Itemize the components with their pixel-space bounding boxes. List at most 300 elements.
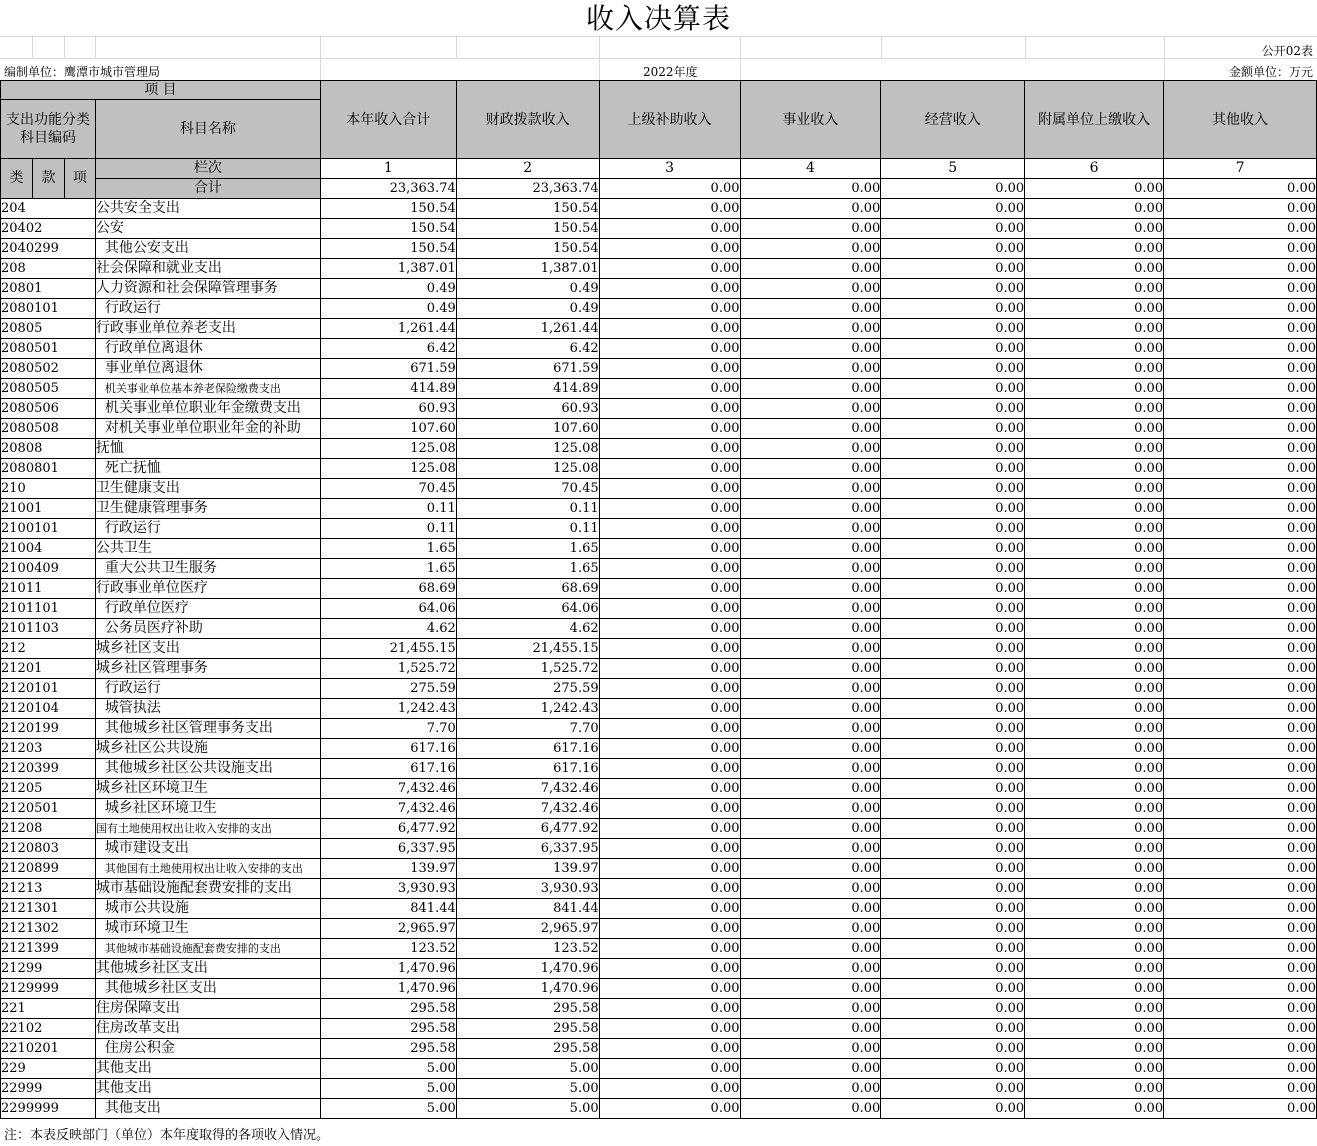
table-row (1, 239, 1317, 259)
table-row (1, 519, 1317, 539)
amount-zero: 0.00 (599, 859, 740, 879)
amount-total: 7,432.46 (320, 799, 456, 819)
amount-zero: 0.00 (1164, 1099, 1317, 1119)
amount-zero: 0.00 (1164, 499, 1317, 519)
table-row (1, 419, 1317, 439)
total-value: 0.00 (1164, 179, 1317, 199)
amount-zero: 0.00 (740, 319, 881, 339)
subject-code: 20801 (1, 279, 96, 299)
amount-zero: 0.00 (599, 519, 740, 539)
amount-zero: 0.00 (599, 779, 740, 799)
amount-zero: 0.00 (599, 359, 740, 379)
amount-fiscal: 150.54 (456, 199, 599, 219)
subject-code: 21201 (1, 659, 96, 679)
amount-zero: 0.00 (740, 639, 881, 659)
subject-name: 人力资源和社会保障管理事务 (95, 279, 320, 299)
table-row (1, 439, 1317, 459)
amount-total: 1,261.44 (320, 319, 456, 339)
subject-name: 重大公共卫生服务 (95, 559, 320, 579)
subject-name: 机关事业单位基本养老保险缴费支出 (95, 379, 320, 399)
amount-zero: 0.00 (1025, 999, 1164, 1019)
amount-fiscal: 150.54 (456, 219, 599, 239)
amount-zero: 0.00 (881, 239, 1025, 259)
subject-code: 2120399 (1, 759, 96, 779)
table-row (1, 219, 1317, 239)
amount-zero: 0.00 (881, 1059, 1025, 1079)
subject-code: 208 (1, 259, 96, 279)
amount-total: 123.52 (320, 939, 456, 959)
amount-total: 4.62 (320, 619, 456, 639)
amount-zero: 0.00 (1164, 999, 1317, 1019)
amount-zero: 0.00 (881, 859, 1025, 879)
subject-code: 2120199 (1, 719, 96, 739)
table-row (1, 739, 1317, 759)
amount-zero: 0.00 (740, 439, 881, 459)
amount-zero: 0.00 (740, 499, 881, 519)
amount-zero: 0.00 (1164, 959, 1317, 979)
subject-name: 卫生健康管理事务 (95, 499, 320, 519)
amount-zero: 0.00 (740, 719, 881, 739)
amount-fiscal: 4.62 (456, 619, 599, 639)
amount-zero: 0.00 (740, 359, 881, 379)
amount-total: 70.45 (320, 479, 456, 499)
amount-zero: 0.00 (1025, 719, 1164, 739)
amount-zero: 0.00 (1025, 199, 1164, 219)
amount-total: 295.58 (320, 1019, 456, 1039)
subject-name: 城乡社区管理事务 (95, 659, 320, 679)
amount-total: 0.49 (320, 299, 456, 319)
table-row (1, 379, 1317, 399)
col-number-4: 4 (740, 159, 881, 179)
amount-zero: 0.00 (1025, 599, 1164, 619)
subject-name: 死亡抚恤 (95, 459, 320, 479)
amount-fiscal: 0.49 (456, 299, 599, 319)
income-table (0, 80, 1317, 1119)
amount-fiscal: 275.59 (456, 679, 599, 699)
amount-fiscal: 414.89 (456, 379, 599, 399)
subject-name: 其他城乡社区支出 (95, 959, 320, 979)
amount-zero: 0.00 (881, 419, 1025, 439)
amount-zero: 0.00 (1025, 819, 1164, 839)
header-kuan: 款 (32, 159, 64, 199)
amount-zero: 0.00 (599, 999, 740, 1019)
amount-zero: 0.00 (740, 539, 881, 559)
amount-zero: 0.00 (740, 799, 881, 819)
subject-code: 212 (1, 639, 96, 659)
subject-code: 21205 (1, 779, 96, 799)
amount-fiscal: 1,470.96 (456, 959, 599, 979)
amount-zero: 0.00 (1025, 499, 1164, 519)
amount-zero: 0.00 (1164, 739, 1317, 759)
subject-name: 行政运行 (95, 679, 320, 699)
amount-zero: 0.00 (881, 1019, 1025, 1039)
amount-zero: 0.00 (1025, 1039, 1164, 1059)
amount-zero: 0.00 (1025, 539, 1164, 559)
subject-code: 21203 (1, 739, 96, 759)
amount-zero: 0.00 (599, 1019, 740, 1039)
subject-code: 21213 (1, 879, 96, 899)
amount-fiscal: 123.52 (456, 939, 599, 959)
amount-fiscal: 841.44 (456, 899, 599, 919)
subject-code: 2120899 (1, 859, 96, 879)
amount-zero: 0.00 (881, 799, 1025, 819)
amount-zero: 0.00 (740, 219, 881, 239)
amount-zero: 0.00 (881, 839, 1025, 859)
amount-zero: 0.00 (1164, 779, 1317, 799)
amount-zero: 0.00 (881, 679, 1025, 699)
amount-zero: 0.00 (881, 979, 1025, 999)
table-row (1, 719, 1317, 739)
amount-fiscal: 2,965.97 (456, 919, 599, 939)
subject-code: 2100101 (1, 519, 96, 539)
total-value: 0.00 (740, 179, 881, 199)
amount-zero: 0.00 (1164, 879, 1317, 899)
subject-name: 抚恤 (95, 439, 320, 459)
amount-zero: 0.00 (740, 759, 881, 779)
amount-total: 617.16 (320, 739, 456, 759)
amount-zero: 0.00 (1164, 599, 1317, 619)
amount-zero: 0.00 (599, 1099, 740, 1119)
amount-zero: 0.00 (599, 599, 740, 619)
subject-code: 229 (1, 1059, 96, 1079)
amount-zero: 0.00 (1025, 619, 1164, 639)
amount-zero: 0.00 (1164, 1059, 1317, 1079)
table-row (1, 799, 1317, 819)
subject-code: 2080101 (1, 299, 96, 319)
subject-name: 其他城市基础设施配套费安排的支出 (95, 939, 320, 959)
subject-code: 20402 (1, 219, 96, 239)
total-value: 23,363.74 (320, 179, 456, 199)
amount-zero: 0.00 (1164, 579, 1317, 599)
amount-fiscal: 1,242.43 (456, 699, 599, 719)
amount-zero: 0.00 (881, 899, 1025, 919)
amount-zero: 0.00 (1164, 419, 1317, 439)
subject-name: 城管执法 (95, 699, 320, 719)
amount-total: 3,930.93 (320, 879, 456, 899)
amount-zero: 0.00 (740, 239, 881, 259)
amount-zero: 0.00 (881, 319, 1025, 339)
subject-name: 公共卫生 (95, 539, 320, 559)
subject-name: 社会保障和就业支出 (95, 259, 320, 279)
total-value: 0.00 (881, 179, 1025, 199)
amount-zero: 0.00 (599, 439, 740, 459)
amount-zero: 0.00 (1164, 939, 1317, 959)
amount-total: 107.60 (320, 419, 456, 439)
amount-zero: 0.00 (599, 379, 740, 399)
table-row (1, 979, 1317, 999)
amount-fiscal: 6,477.92 (456, 819, 599, 839)
amount-fiscal: 125.08 (456, 439, 599, 459)
amount-zero: 0.00 (1164, 1019, 1317, 1039)
amount-zero: 0.00 (1025, 919, 1164, 939)
amount-zero: 0.00 (599, 959, 740, 979)
subject-name: 其他支出 (95, 1079, 320, 1099)
subject-name: 城乡社区支出 (95, 639, 320, 659)
amount-zero: 0.00 (1164, 819, 1317, 839)
amount-zero: 0.00 (1025, 279, 1164, 299)
table-row (1, 199, 1317, 219)
amount-zero: 0.00 (740, 279, 881, 299)
amount-zero: 0.00 (740, 699, 881, 719)
subject-code: 2101101 (1, 599, 96, 619)
amount-zero: 0.00 (599, 699, 740, 719)
subject-code: 2120101 (1, 679, 96, 699)
amount-fiscal: 5.00 (456, 1059, 599, 1079)
amount-zero: 0.00 (1025, 1079, 1164, 1099)
amount-zero: 0.00 (599, 559, 740, 579)
amount-total: 68.69 (320, 579, 456, 599)
total-value: 0.00 (1025, 179, 1164, 199)
amount-fiscal: 5.00 (456, 1079, 599, 1099)
amount-zero: 0.00 (1164, 899, 1317, 919)
amount-zero: 0.00 (740, 859, 881, 879)
subject-code: 21001 (1, 499, 96, 519)
subject-code: 22999 (1, 1079, 96, 1099)
subject-name: 国有土地使用权出让收入安排的支出 (95, 819, 320, 839)
amount-zero: 0.00 (740, 619, 881, 639)
amount-zero: 0.00 (1164, 319, 1317, 339)
amount-zero: 0.00 (740, 899, 881, 919)
amount-zero: 0.00 (1025, 299, 1164, 319)
amount-zero: 0.00 (1025, 239, 1164, 259)
amount-total: 295.58 (320, 1039, 456, 1059)
amount-zero: 0.00 (599, 939, 740, 959)
amount-total: 150.54 (320, 199, 456, 219)
amount-fiscal: 68.69 (456, 579, 599, 599)
amount-total: 150.54 (320, 239, 456, 259)
subject-name: 其他支出 (95, 1099, 320, 1119)
table-row (1, 619, 1317, 639)
subject-code: 20805 (1, 319, 96, 339)
amount-zero: 0.00 (881, 1099, 1025, 1119)
total-label: 合计 (95, 179, 320, 199)
amount-zero: 0.00 (881, 259, 1025, 279)
amount-zero: 0.00 (1164, 459, 1317, 479)
amount-zero: 0.00 (599, 659, 740, 679)
amount-zero: 0.00 (881, 1079, 1025, 1099)
amount-total: 6,477.92 (320, 819, 456, 839)
table-row (1, 659, 1317, 679)
subject-name: 其他城乡社区公共设施支出 (95, 759, 320, 779)
amount-fiscal: 1,525.72 (456, 659, 599, 679)
amount-fiscal: 125.08 (456, 459, 599, 479)
amount-zero: 0.00 (881, 339, 1025, 359)
amount-zero: 0.00 (881, 439, 1025, 459)
subject-name: 事业单位离退休 (95, 359, 320, 379)
amount-zero: 0.00 (1164, 699, 1317, 719)
amount-zero: 0.00 (599, 639, 740, 659)
amount-fiscal: 60.93 (456, 399, 599, 419)
subject-code: 2299999 (1, 1099, 96, 1119)
amount-zero: 0.00 (881, 459, 1025, 479)
amount-zero: 0.00 (881, 639, 1025, 659)
subject-name: 其他公安支出 (95, 239, 320, 259)
amount-zero: 0.00 (881, 999, 1025, 1019)
subject-code: 204 (1, 199, 96, 219)
subject-name: 行政单位离退休 (95, 339, 320, 359)
amount-total: 60.93 (320, 399, 456, 419)
amount-zero: 0.00 (1164, 979, 1317, 999)
amount-fiscal: 295.58 (456, 1039, 599, 1059)
amount-total: 6,337.95 (320, 839, 456, 859)
amount-zero: 0.00 (599, 199, 740, 219)
amount-zero: 0.00 (740, 519, 881, 539)
amount-zero: 0.00 (881, 579, 1025, 599)
amount-zero: 0.00 (740, 779, 881, 799)
amount-zero: 0.00 (740, 979, 881, 999)
table-row (1, 359, 1317, 379)
amount-zero: 0.00 (1025, 799, 1164, 819)
table-row (1, 559, 1317, 579)
amount-zero: 0.00 (599, 259, 740, 279)
amount-zero: 0.00 (1164, 1039, 1317, 1059)
header-col-4: 事业收入 (740, 81, 881, 159)
subject-name: 住房保障支出 (95, 999, 320, 1019)
amount-zero: 0.00 (1025, 439, 1164, 459)
amount-fiscal: 1,387.01 (456, 259, 599, 279)
subject-name: 行政运行 (95, 299, 320, 319)
footnote: 注：本表反映部门（单位）本年度取得的各项收入情况。 (4, 1128, 330, 1143)
amount-zero: 0.00 (1025, 779, 1164, 799)
amount-zero: 0.00 (1025, 759, 1164, 779)
header-subject-name: 科目名称 (95, 100, 320, 159)
amount-total: 275.59 (320, 679, 456, 699)
amount-zero: 0.00 (1025, 739, 1164, 759)
subject-name: 其他支出 (95, 1059, 320, 1079)
amount-zero: 0.00 (740, 1019, 881, 1039)
header-col-2: 财政拨款收入 (456, 81, 599, 159)
amount-zero: 0.00 (740, 879, 881, 899)
amount-zero: 0.00 (1025, 459, 1164, 479)
amount-zero: 0.00 (740, 1059, 881, 1079)
amount-total: 1,470.96 (320, 959, 456, 979)
table-row (1, 679, 1317, 699)
amount-zero: 0.00 (1025, 859, 1164, 879)
total-value: 0.00 (599, 179, 740, 199)
amount-zero: 0.00 (599, 1039, 740, 1059)
amount-fiscal: 0.11 (456, 519, 599, 539)
amount-total: 841.44 (320, 899, 456, 919)
amount-zero: 0.00 (1025, 579, 1164, 599)
header-col-7: 其他收入 (1164, 81, 1317, 159)
amount-zero: 0.00 (1164, 759, 1317, 779)
subject-code: 2080502 (1, 359, 96, 379)
table-row (1, 339, 1317, 359)
table-row (1, 279, 1317, 299)
amount-zero: 0.00 (1025, 339, 1164, 359)
amount-fiscal: 671.59 (456, 359, 599, 379)
amount-zero: 0.00 (1164, 1079, 1317, 1099)
amount-total: 414.89 (320, 379, 456, 399)
amount-zero: 0.00 (881, 219, 1025, 239)
amount-zero: 0.00 (881, 619, 1025, 639)
amount-total: 2,965.97 (320, 919, 456, 939)
col-number-6: 6 (1025, 159, 1164, 179)
subject-code: 2100409 (1, 559, 96, 579)
header-xiang: 项 (64, 159, 95, 199)
table-row (1, 839, 1317, 859)
amount-zero: 0.00 (599, 1079, 740, 1099)
amount-zero: 0.00 (599, 619, 740, 639)
table-row (1, 499, 1317, 519)
subject-code: 2210201 (1, 1039, 96, 1059)
amount-zero: 0.00 (1025, 359, 1164, 379)
amount-total: 5.00 (320, 1079, 456, 1099)
table-row (1, 759, 1317, 779)
amount-zero: 0.00 (1164, 619, 1317, 639)
col-number-1: 1 (320, 159, 456, 179)
subject-code: 2120501 (1, 799, 96, 819)
table-row (1, 579, 1317, 599)
subject-name: 其他国有土地使用权出让收入安排的支出 (95, 859, 320, 879)
table-row (1, 1039, 1317, 1059)
amount-zero: 0.00 (881, 719, 1025, 739)
amount-zero: 0.00 (881, 539, 1025, 559)
amount-total: 1.65 (320, 539, 456, 559)
amount-zero: 0.00 (740, 419, 881, 439)
amount-zero: 0.00 (1025, 219, 1164, 239)
amount-total: 21,455.15 (320, 639, 456, 659)
table-row (1, 639, 1317, 659)
amount-zero: 0.00 (1164, 279, 1317, 299)
amount-fiscal: 7.70 (456, 719, 599, 739)
table-row (1, 959, 1317, 979)
amount-fiscal: 295.58 (456, 999, 599, 1019)
amount-zero: 0.00 (599, 239, 740, 259)
amount-total: 150.54 (320, 219, 456, 239)
header-col-5: 经营收入 (881, 81, 1025, 159)
table-row (1, 599, 1317, 619)
amount-zero: 0.00 (599, 739, 740, 759)
amount-zero: 0.00 (881, 279, 1025, 299)
table-row (1, 539, 1317, 559)
amount-zero: 0.00 (740, 939, 881, 959)
subject-name: 城市公共设施 (95, 899, 320, 919)
subject-code: 2121301 (1, 899, 96, 919)
amount-zero: 0.00 (1164, 519, 1317, 539)
amount-total: 64.06 (320, 599, 456, 619)
table-row (1, 1099, 1317, 1119)
amount-zero: 0.00 (1025, 1019, 1164, 1039)
compiling-unit: 编制单位：鹰潭市城市管理局 (4, 65, 161, 79)
amount-zero: 0.00 (881, 739, 1025, 759)
table-row (1, 939, 1317, 959)
header-project: 项 目 (1, 81, 321, 100)
subject-code: 2129999 (1, 979, 96, 999)
table-row (1, 699, 1317, 719)
subject-code: 2080508 (1, 419, 96, 439)
amount-total: 0.11 (320, 499, 456, 519)
amount-zero: 0.00 (1025, 259, 1164, 279)
subject-name: 城市环境卫生 (95, 919, 320, 939)
amount-zero: 0.00 (740, 379, 881, 399)
amount-total: 1,470.96 (320, 979, 456, 999)
amount-zero: 0.00 (599, 579, 740, 599)
amount-zero: 0.00 (881, 1039, 1025, 1059)
header-lei: 类 (1, 159, 33, 199)
amount-fiscal: 107.60 (456, 419, 599, 439)
subject-code: 2040299 (1, 239, 96, 259)
header-lanci: 栏次 (95, 159, 320, 179)
subject-name: 行政事业单位医疗 (95, 579, 320, 599)
amount-zero: 0.00 (1164, 799, 1317, 819)
total-value: 23,363.74 (456, 179, 599, 199)
amount-total: 7,432.46 (320, 779, 456, 799)
table-row (1, 299, 1317, 319)
amount-fiscal: 70.45 (456, 479, 599, 499)
subject-code: 21299 (1, 959, 96, 979)
amount-total: 5.00 (320, 1059, 456, 1079)
